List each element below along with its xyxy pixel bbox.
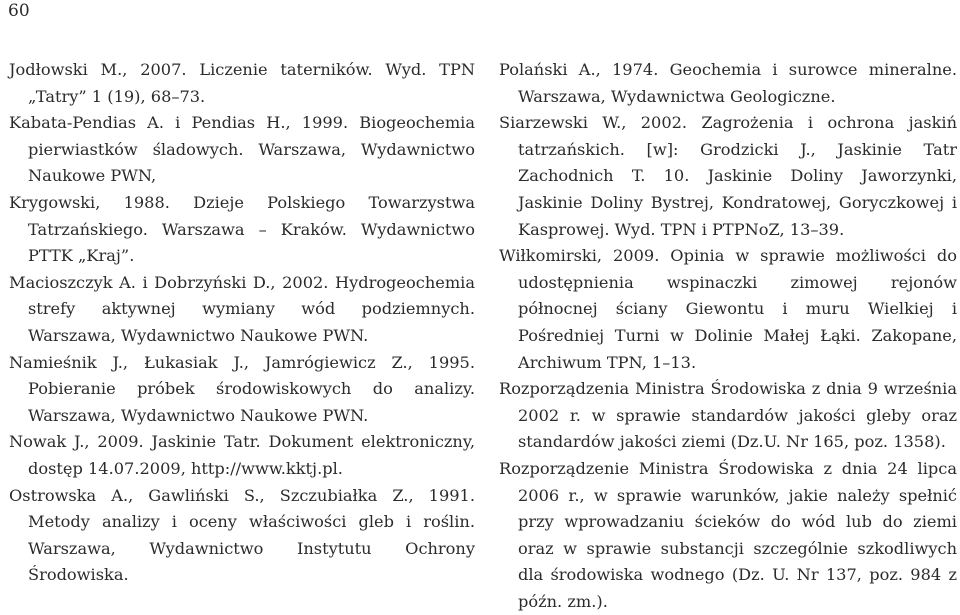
reference-entry: Macioszczyk A. i Dobrzyński D., 2002. Hydrogeochemia strefy aktywnej wymiany wód podziemnych. Warszawa, Wydawnictwo Naukowe PWN. (9, 272, 475, 345)
page-number: 60 (8, 1, 30, 21)
reference-entry: Kabata-Pendias A. i Pendias H., 1999. Biogeochemia pierwiastków śladowych. Warszawa, Wydawnictwo Naukowe PWN, (9, 113, 475, 186)
reference-entry: Ostrowska A., Gawliński S., Szczubiałka Z., 1991. Metody analizy i oceny właściwości gleb i roślin. Warszawa, Wydawnictwo Instytutu Ochrony Środowiska. (9, 485, 475, 585)
reference-entry: Krygowski, 1988. Dzieje Polskiego Towarzystwa Tatrzańskiego. Warszawa – Kraków. Wydawnictwo PTTK „Kraj”. (9, 192, 475, 266)
reference-entry: Siarzewski W., 2002. Zagrożenia i ochrona jaskiń tatrzańskich. [w]: Grodzicki J., Jaskinie Tatr Zachodnich T. 10. Jaskinie Doliny Jaworzynki, Jaskinie Doliny Bystrej, Kondratowej, Goryczkowej i Kasprowej. Wyd. TPN i PTPNoZ, 13–39. (499, 113, 957, 239)
reference-entry: Rozporządzenia Ministra Środowiska z dnia 9 września 2002 r. w sprawie standardów jakości gleby oraz standardów jakości ziemi (Dz.U. Nr 165, poz. 1358). (499, 379, 957, 452)
reference-entry: Rozporządzenie Ministra Środowiska z dnia 24 lipca 2006 r., w sprawie warunków, jakie należy spełnić przy wprowadzaniu ścieków do wód lub do ziemi oraz w sprawie substancji szczególnie szkodliwych dla środowiska wodnego (Dz. U. Nr 137, poz. 984 z późn. zm.). (499, 458, 957, 611)
reference-entry: Namieśnik J., Łukasiak J., Jamrógiewicz Z., 1995. Pobieranie próbek środowiskowych do analizy. Warszawa, Wydawnictwo Naukowe PWN. (9, 352, 475, 425)
reference-entry: Polański A., 1974. Geochemia i surowce mineralne. Warszawa, Wydawnictwa Geologiczne. (499, 60, 957, 106)
references-right-column (499, 57, 957, 615)
reference-entry: Wiłkomirski, 2009. Opinia w sprawie możliwości do udostępnienia wspinaczki zimowej rejonów północnej ściany Giewontu i muru Wielkiej i Pośredniej Turni w Dolinie Małej Łąki. Zakopane, Archiwum TPN, 1–13. (499, 246, 957, 372)
references-left-column (9, 57, 475, 589)
reference-entry: Jodłowski M., 2007. Liczenie taterników. Wyd. TPN „Tatry” 1 (19), 68–73. (9, 60, 475, 106)
reference-entry: Nowak J., 2009. Jaskinie Tatr. Dokument elektroniczny, dostęp 14.07.2009, http://www.kktj.pl. (9, 432, 475, 478)
